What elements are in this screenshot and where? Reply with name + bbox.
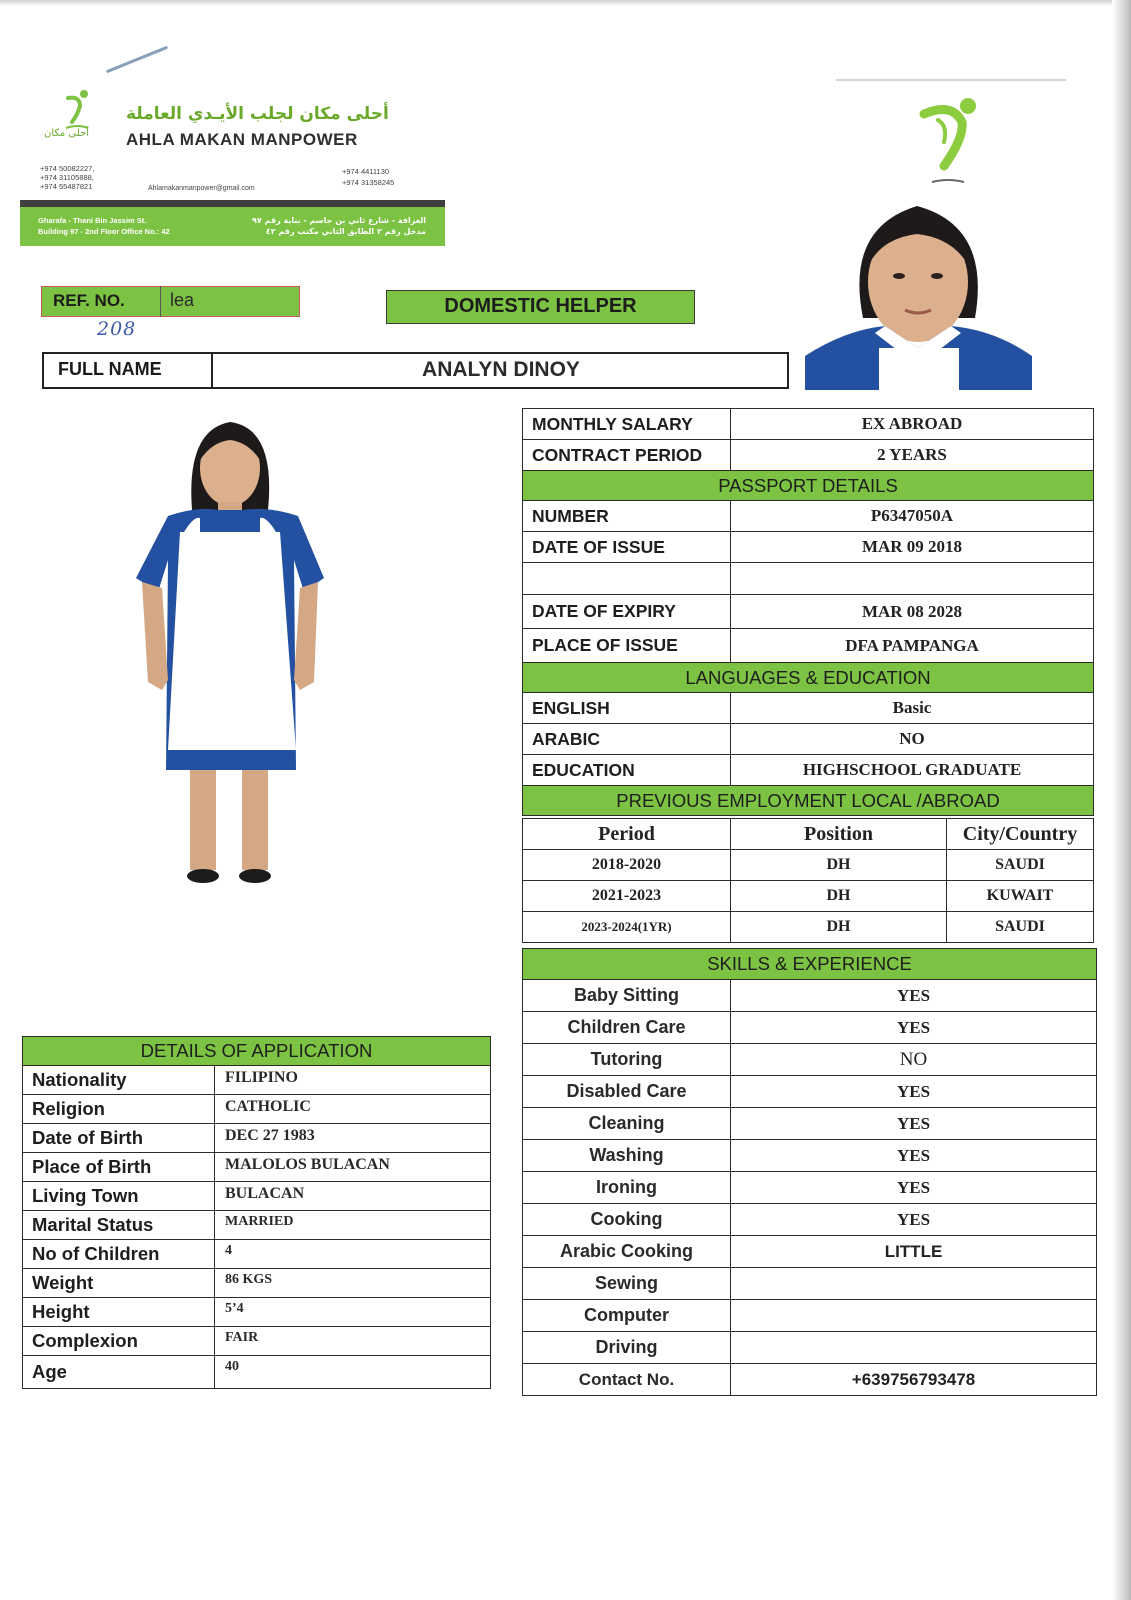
skill-label: Arabic Cooking <box>523 1236 731 1268</box>
table-row <box>23 1182 491 1211</box>
table-row <box>23 1066 491 1095</box>
skill-label: Cooking <box>523 1204 731 1236</box>
issue-date-label: DATE OF ISSUE <box>523 532 731 563</box>
table-row <box>523 1012 1097 1044</box>
expiry-date-value: MAR 08 2028 <box>731 595 1094 629</box>
skill-value: YES <box>731 1140 1097 1172</box>
skill-label: Washing <box>523 1140 731 1172</box>
contract-period-value: 2 YEARS <box>731 440 1094 471</box>
scan-edge-top <box>0 0 1131 6</box>
pen-mark <box>106 46 168 74</box>
application-section-header: DETAILS OF APPLICATION <box>23 1037 491 1066</box>
arabic-value: NO <box>731 724 1094 755</box>
skill-value: YES <box>731 1076 1097 1108</box>
table-row <box>523 724 1094 755</box>
table-row <box>23 1269 491 1298</box>
detail-value: 5’4 <box>215 1298 491 1327</box>
monthly-salary-value: EX ABROAD <box>731 409 1094 440</box>
detail-label: No of Children <box>23 1240 215 1269</box>
scan-edge-right <box>1112 0 1131 1600</box>
detail-value: 86 KGS <box>215 1269 491 1298</box>
english-value: Basic <box>731 693 1094 724</box>
detail-value: CATHOLIC <box>215 1095 491 1124</box>
detail-label: Complexion <box>23 1327 215 1356</box>
table-row <box>523 440 1094 471</box>
languages-section-header: LANGUAGES & EDUCATION <box>523 663 1094 693</box>
arabic-label: ARABIC <box>523 724 731 755</box>
skill-value: YES <box>731 1172 1097 1204</box>
brand-logo-icon <box>918 96 988 186</box>
section-row <box>23 1037 491 1066</box>
table-row <box>23 1298 491 1327</box>
table-row <box>523 1204 1097 1236</box>
table-row <box>523 912 1094 943</box>
employment-country: SAUDI <box>947 850 1094 881</box>
detail-value: DEC 27 1983 <box>215 1124 491 1153</box>
table-row <box>523 1076 1097 1108</box>
table-row <box>523 1268 1097 1300</box>
position-title: DOMESTIC HELPER <box>386 290 695 324</box>
issue-date-value: MAR 09 2018 <box>731 532 1094 563</box>
employment-period: 2021-2023 <box>523 881 731 912</box>
section-row <box>523 663 1094 693</box>
company-name-arabic: أحلى مكان لجلب الأيـدي العاملة <box>126 104 389 124</box>
contract-passport-languages-table <box>522 408 1094 816</box>
english-label: ENGLISH <box>523 693 731 724</box>
table-row <box>523 1108 1097 1140</box>
detail-value: FAIR <box>215 1327 491 1356</box>
address-arabic: الغرافة - شارع ثاني بن جاسم - بناية رقم ٩٧ مدخل رقم ٢ الطابق الثاني مكتب رقم ٤٢ <box>252 216 426 236</box>
detail-value: 40 <box>215 1356 491 1389</box>
place-of-issue-value: DFA PAMPANGA <box>731 629 1094 663</box>
table-row <box>23 1095 491 1124</box>
detail-value: FILIPINO <box>215 1066 491 1095</box>
company-email: Ahlamakanmanpower@gmail.com <box>148 185 255 192</box>
skill-label: Ironing <box>523 1172 731 1204</box>
table-row <box>23 1240 491 1269</box>
table-row <box>23 1356 491 1389</box>
employment-country: SAUDI <box>947 912 1094 943</box>
table-header-row <box>523 819 1094 850</box>
passport-number-value: P6347050A <box>731 501 1094 532</box>
section-row <box>523 471 1094 501</box>
detail-label: Age <box>23 1356 215 1389</box>
detail-value: 4 <box>215 1240 491 1269</box>
skill-value: YES <box>731 1204 1097 1236</box>
divider-line <box>836 79 1066 81</box>
employment-position: DH <box>731 850 947 881</box>
detail-label: Height <box>23 1298 215 1327</box>
detail-label: Place of Birth <box>23 1153 215 1182</box>
table-row <box>523 1172 1097 1204</box>
table-row <box>523 881 1094 912</box>
column-header-position: Position <box>731 819 947 850</box>
detail-label: Living Town <box>23 1182 215 1211</box>
skill-value: NO <box>731 1044 1097 1076</box>
skill-value <box>731 1268 1097 1300</box>
table-row <box>523 755 1094 786</box>
table-row <box>523 409 1094 440</box>
table-row <box>23 1153 491 1182</box>
detail-label: Weight <box>23 1269 215 1298</box>
contact-label: Contact No. <box>523 1364 731 1396</box>
table-row <box>523 980 1097 1012</box>
table-row <box>523 1300 1097 1332</box>
column-header-city-country: City/Country <box>947 819 1094 850</box>
logo-arabic-text: أحلى مكان <box>44 128 90 139</box>
full-body-photo <box>128 420 340 900</box>
table-row <box>523 1236 1097 1268</box>
table-row <box>23 1327 491 1356</box>
full-name-label: FULL NAME <box>42 352 213 389</box>
skill-value <box>731 1332 1097 1364</box>
detail-value: MALOLOS BULACAN <box>215 1153 491 1182</box>
ref-number-value: lea <box>170 290 195 310</box>
table-row <box>523 532 1094 563</box>
company-logo-icon <box>58 88 98 132</box>
table-row <box>523 501 1094 532</box>
employment-period: 2023-2024(1YR) <box>523 912 731 943</box>
skills-section-header: SKILLS & EXPERIENCE <box>523 949 1097 980</box>
skill-label: Sewing <box>523 1268 731 1300</box>
table-row <box>523 563 1094 595</box>
employment-period: 2018-2020 <box>523 850 731 881</box>
skill-label: Tutoring <box>523 1044 731 1076</box>
company-phones-right: +974 4411130 +974 31358245 <box>342 167 395 187</box>
table-row <box>523 595 1094 629</box>
employment-section-header: PREVIOUS EMPLOYMENT LOCAL /ABROAD <box>523 786 1094 816</box>
application-details-table <box>22 1036 491 1389</box>
monthly-salary-label: MONTHLY SALARY <box>523 409 731 440</box>
blank-cell <box>731 563 1094 595</box>
table-row <box>523 850 1094 881</box>
detail-label: Nationality <box>23 1066 215 1095</box>
table-row <box>523 1364 1097 1396</box>
blank-cell <box>523 563 731 595</box>
detail-label: Religion <box>23 1095 215 1124</box>
skill-label: Computer <box>523 1300 731 1332</box>
education-value: HIGHSCHOOL GRADUATE <box>731 755 1094 786</box>
table-row <box>523 1332 1097 1364</box>
employment-country: KUWAIT <box>947 881 1094 912</box>
ref-handwritten-number: 208 <box>97 318 137 340</box>
company-name-english: AHLA MAKAN MANPOWER <box>126 130 358 149</box>
contract-period-label: CONTRACT PERIOD <box>523 440 731 471</box>
column-header-period: Period <box>523 819 731 850</box>
table-row <box>23 1211 491 1240</box>
detail-value: BULACAN <box>215 1182 491 1211</box>
ref-number-label: REF. NO. <box>41 286 161 317</box>
detail-label: Date of Birth <box>23 1124 215 1153</box>
table-row <box>523 629 1094 663</box>
skill-label: Baby Sitting <box>523 980 731 1012</box>
education-label: EDUCATION <box>523 755 731 786</box>
detail-label: Marital Status <box>23 1211 215 1240</box>
address-english: Gharafa - Thani Bin Jassim St. Building 97 - 2nd Floor Office No.: 42 <box>38 216 170 236</box>
skill-value: LITTLE <box>731 1236 1097 1268</box>
section-row <box>523 786 1094 816</box>
place-of-issue-label: PLACE OF ISSUE <box>523 629 731 663</box>
full-name-value: ANALYN DINOY <box>422 358 580 381</box>
skill-label: Children Care <box>523 1012 731 1044</box>
skill-value: YES <box>731 1108 1097 1140</box>
portrait-photo <box>805 198 1032 390</box>
table-row <box>23 1124 491 1153</box>
skill-value: YES <box>731 1012 1097 1044</box>
passport-number-label: NUMBER <box>523 501 731 532</box>
skills-table <box>522 948 1097 1396</box>
skill-label: Driving <box>523 1332 731 1364</box>
passport-section-header: PASSPORT DETAILS <box>523 471 1094 501</box>
table-row <box>523 693 1094 724</box>
skill-label: Disabled Care <box>523 1076 731 1108</box>
employment-position: DH <box>731 881 947 912</box>
skill-label: Cleaning <box>523 1108 731 1140</box>
contact-number: +639756793478 <box>731 1364 1097 1396</box>
table-row <box>523 1044 1097 1076</box>
company-phones-left: +974 50082227, +974 31105888, +974 55487821 <box>40 164 95 191</box>
detail-value: MARRIED <box>215 1211 491 1240</box>
table-row <box>523 1140 1097 1172</box>
employment-position: DH <box>731 912 947 943</box>
employment-table <box>522 818 1094 943</box>
skill-value <box>731 1300 1097 1332</box>
expiry-date-label: DATE OF EXPIRY <box>523 595 731 629</box>
section-row <box>523 949 1097 980</box>
skill-value: YES <box>731 980 1097 1012</box>
